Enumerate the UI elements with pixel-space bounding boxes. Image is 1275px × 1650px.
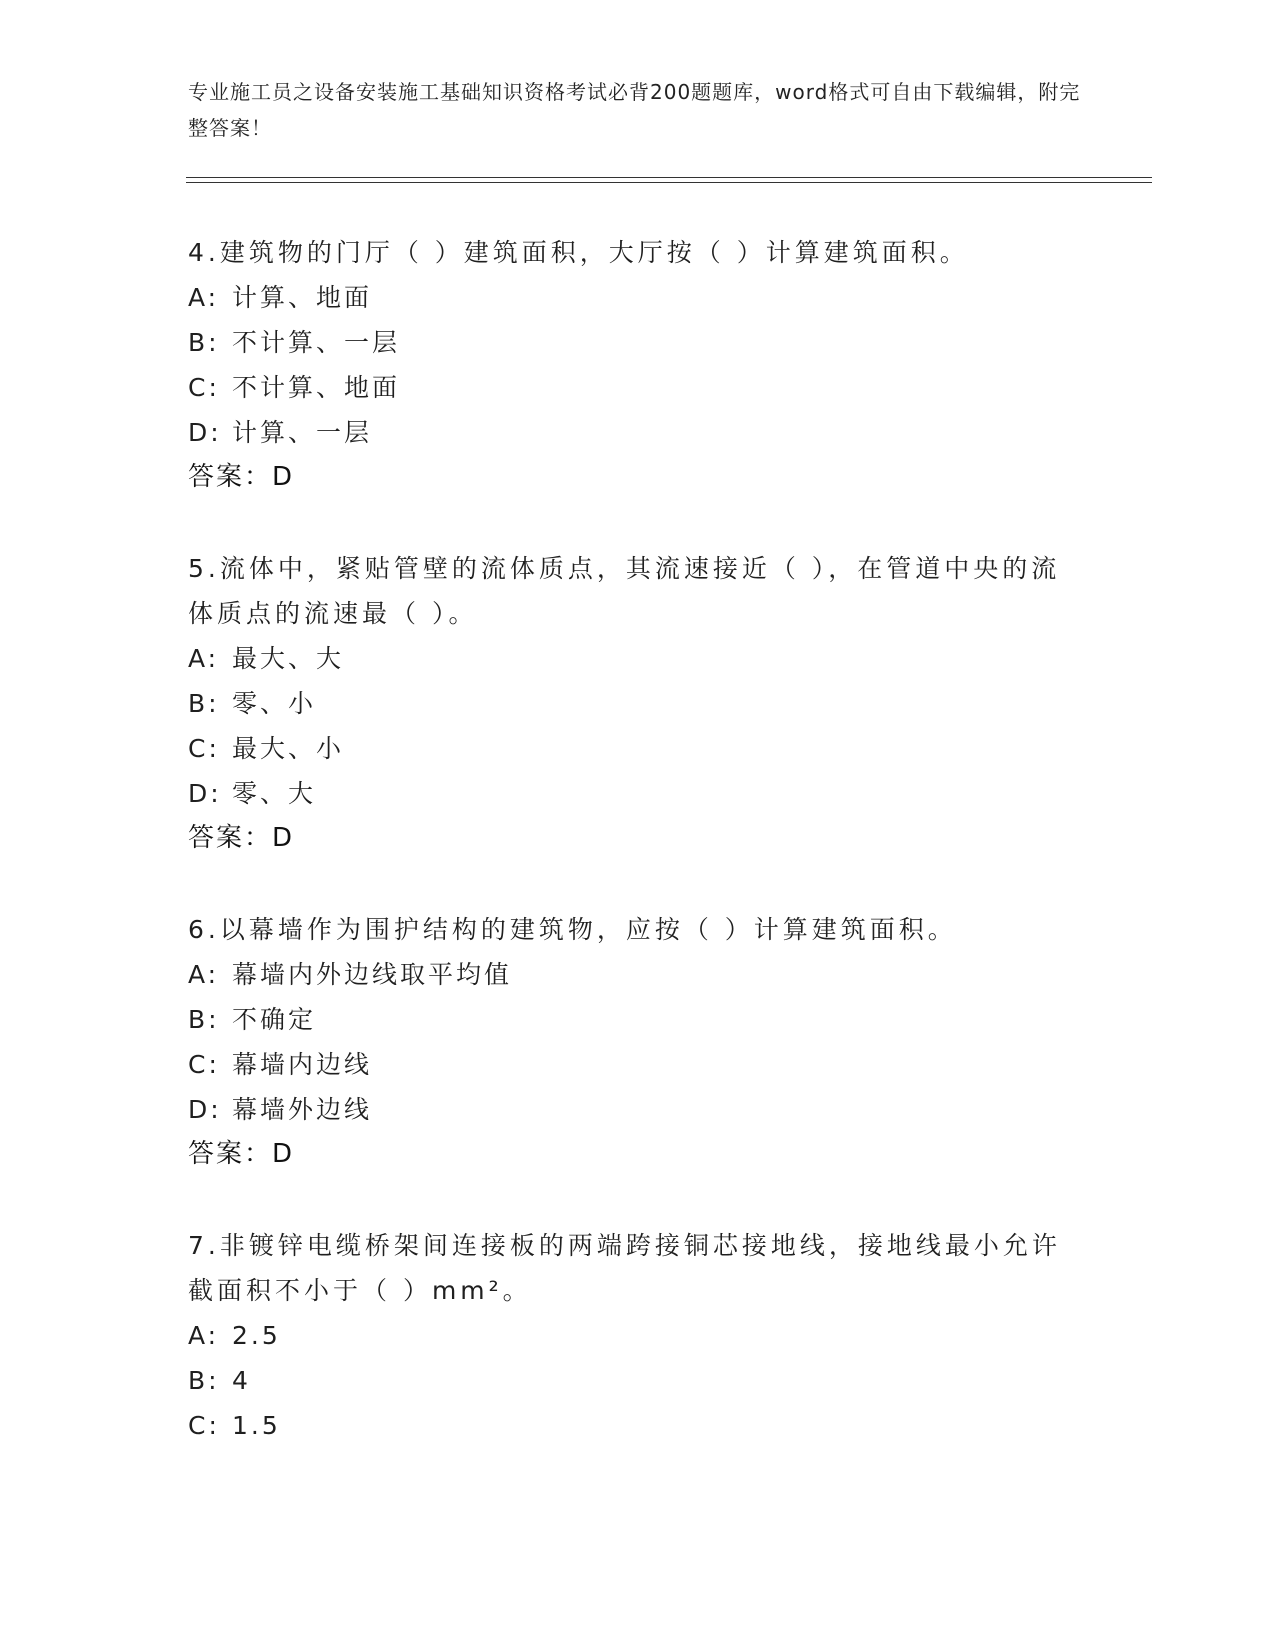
option-key: C: bbox=[188, 373, 220, 402]
option-key: A: bbox=[188, 283, 220, 312]
option-c bbox=[188, 365, 1088, 410]
header-divider-bottom bbox=[186, 182, 1152, 183]
option-text: 零、小 bbox=[232, 689, 317, 718]
answer-label: 答案：D bbox=[188, 462, 295, 492]
option-text: 2.5 bbox=[232, 1321, 281, 1350]
question-7 bbox=[188, 1223, 1088, 1448]
question-list bbox=[188, 230, 1088, 1494]
question-stem: 5.流体中，紧贴管壁的流体质点，其流速接近（ ），在管道中央的流体质点的流速最（ ）。 bbox=[188, 554, 1061, 628]
option-b bbox=[188, 320, 1088, 365]
option-key: B: bbox=[188, 1366, 220, 1395]
option-text: 幕墙外边线 bbox=[232, 1095, 373, 1124]
option-key: A: bbox=[188, 644, 220, 673]
question-4 bbox=[188, 230, 1088, 500]
question-stem: 7.非镀锌电缆桥架间连接板的两端跨接铜芯接地线，接地线最小允许截面积不小于（ ）mm²。 bbox=[188, 1231, 1061, 1305]
option-c bbox=[188, 1042, 1088, 1087]
option-b bbox=[188, 997, 1088, 1042]
option-a bbox=[188, 275, 1088, 320]
option-b bbox=[188, 681, 1088, 726]
answer-label: 答案：D bbox=[188, 1139, 295, 1169]
option-d bbox=[188, 410, 1088, 455]
question-stem: 4.建筑物的门厅（ ）建筑面积，大厅按（ ）计算建筑面积。 bbox=[188, 238, 969, 267]
question-5 bbox=[188, 546, 1088, 861]
option-key: D: bbox=[188, 779, 222, 808]
option-c bbox=[188, 726, 1088, 771]
option-c bbox=[188, 1403, 1088, 1448]
question-stem: 6.以幕墙作为围护结构的建筑物，应按（ ）计算建筑面积。 bbox=[188, 915, 957, 944]
option-a bbox=[188, 636, 1088, 681]
option-key: C: bbox=[188, 1411, 220, 1440]
option-text: 最大、小 bbox=[232, 734, 345, 763]
option-text: 不确定 bbox=[232, 1005, 317, 1034]
option-text: 计算、地面 bbox=[232, 283, 373, 312]
option-a bbox=[188, 952, 1088, 997]
option-text: 幕墙内外边线取平均值 bbox=[232, 960, 513, 989]
option-text: 零、大 bbox=[232, 779, 317, 808]
option-text: 1.5 bbox=[232, 1411, 281, 1440]
option-key: B: bbox=[188, 689, 220, 718]
option-key: D: bbox=[188, 1095, 222, 1124]
option-text: 4 bbox=[232, 1366, 251, 1395]
option-key: C: bbox=[188, 1050, 220, 1079]
option-key: D: bbox=[188, 418, 222, 447]
option-key: A: bbox=[188, 1321, 220, 1350]
option-key: C: bbox=[188, 734, 220, 763]
option-text: 计算、一层 bbox=[232, 418, 373, 447]
option-a bbox=[188, 1313, 1088, 1358]
answer-label: 答案：D bbox=[188, 823, 295, 853]
question-6 bbox=[188, 907, 1088, 1177]
document-header-title: 专业施工员之设备安装施工基础知识资格考试必背200题题库，word格式可自由下载编辑，附完整答案！ bbox=[188, 80, 1081, 140]
option-b bbox=[188, 1358, 1088, 1403]
option-d bbox=[188, 1087, 1088, 1132]
option-text: 幕墙内边线 bbox=[232, 1050, 373, 1079]
option-text: 不计算、一层 bbox=[232, 328, 401, 357]
option-text: 最大、大 bbox=[232, 644, 345, 673]
option-key: B: bbox=[188, 1005, 220, 1034]
option-key: A: bbox=[188, 960, 220, 989]
header-divider-top bbox=[186, 177, 1152, 178]
option-key: B: bbox=[188, 328, 220, 357]
option-d bbox=[188, 771, 1088, 816]
option-text: 不计算、地面 bbox=[232, 373, 401, 402]
